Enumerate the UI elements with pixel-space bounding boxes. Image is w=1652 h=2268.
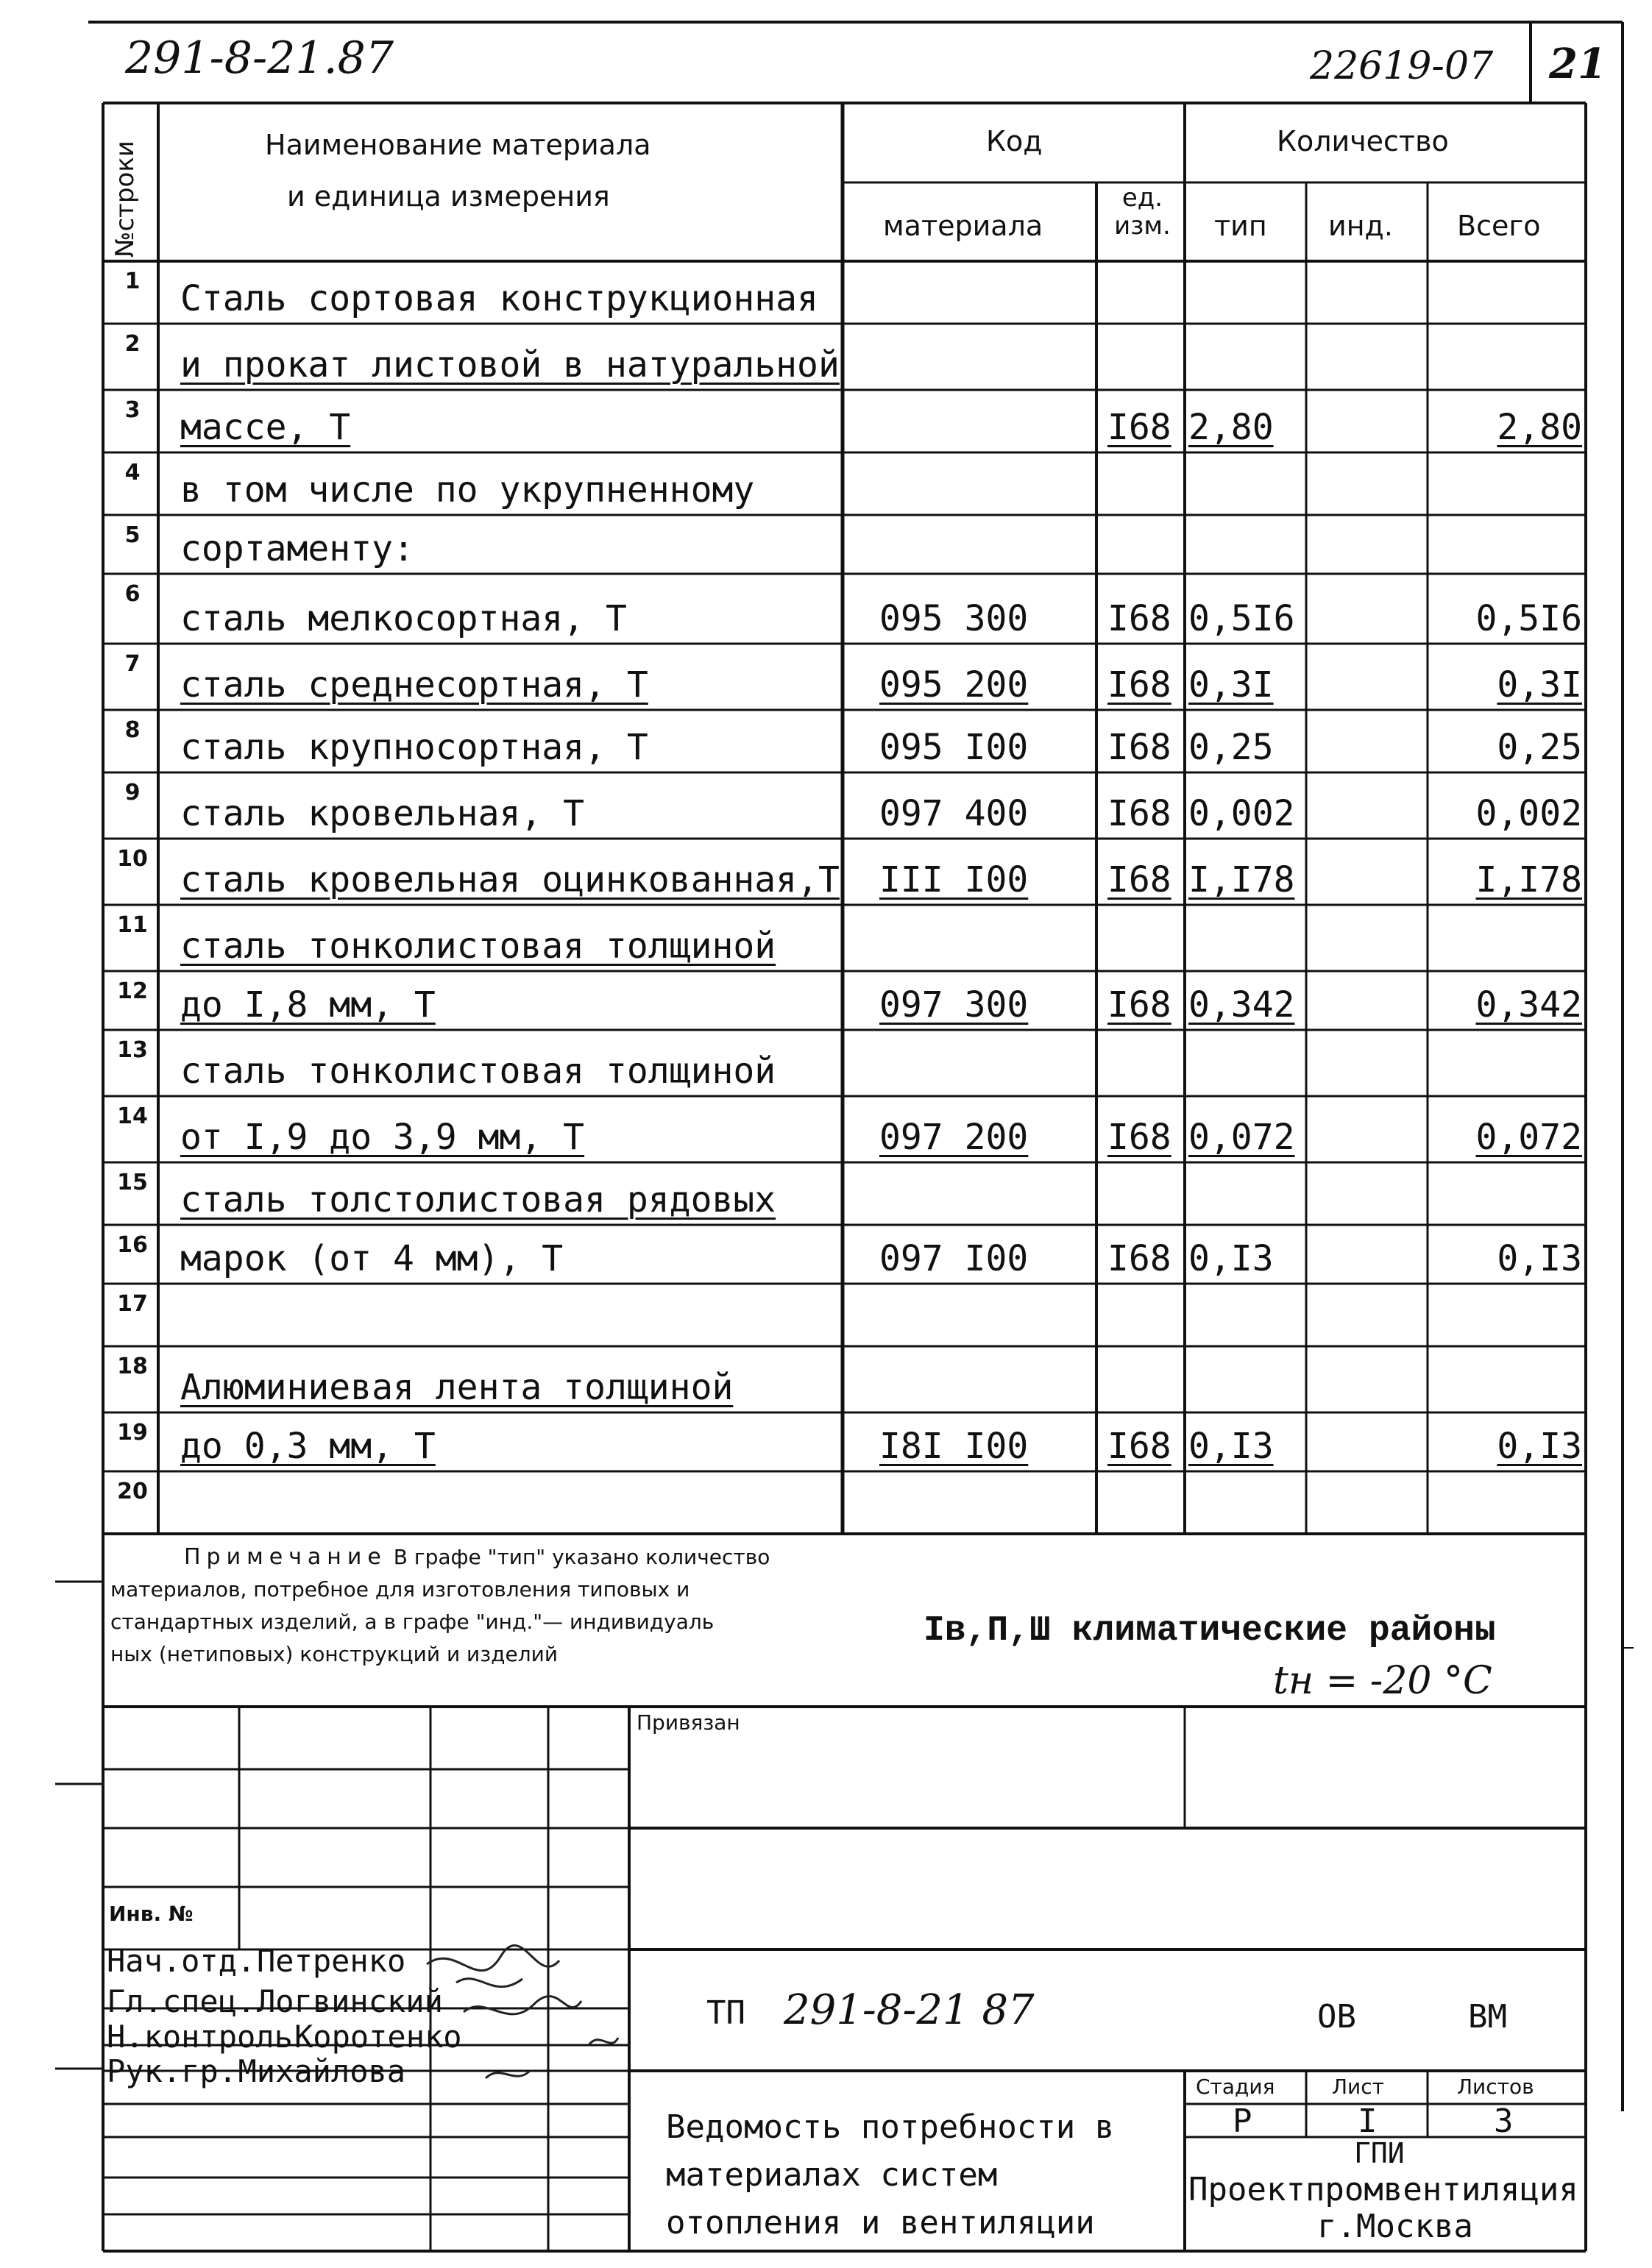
tp-label: ТП [706, 1994, 745, 2032]
signer-name: Михайлова [238, 2053, 406, 2089]
note-block [110, 1541, 920, 1671]
row-number: 14 [117, 1103, 148, 1129]
qty-tip: 0,I3 [1188, 1238, 1274, 1279]
col-code: Код [986, 125, 1043, 157]
qty-tip: 0,5I6 [1188, 598, 1295, 639]
org-line2: Проектпромвентиляция [1188, 2171, 1578, 2208]
unit-code: I68 [1107, 793, 1171, 834]
signer-role: Н.контроль [107, 2019, 293, 2055]
page-number: 21 [1549, 40, 1606, 88]
unit-code: I68 [1107, 727, 1171, 768]
unit-code: I68 [1107, 1426, 1171, 1467]
note-title: Примечание [184, 1544, 387, 1570]
signer-role: Нач.отд. [107, 1943, 256, 1979]
privyazan-label: Привязан [637, 1710, 740, 1735]
signer-role: Гл.спец. [107, 1983, 256, 2019]
qty-total: 0,002 [1475, 793, 1582, 834]
unit-code: I68 [1107, 859, 1171, 900]
note-line3: стандартных изделий, а в графе "инд."— индивидуаль [110, 1610, 715, 1634]
note-line1: В графе "тип" указано количество [393, 1545, 770, 1569]
material-code: 095 200 [879, 664, 1029, 705]
material-code: 097 I00 [879, 1238, 1029, 1279]
unit-code: I68 [1107, 664, 1171, 705]
material-name: Сталь сортовая конструкционная [180, 278, 818, 319]
qty-tip: 0,25 [1188, 727, 1274, 768]
qty-tip: 0,3I [1188, 664, 1274, 705]
material-name: массе, Т [180, 407, 351, 448]
row-number: 7 [124, 651, 141, 677]
note-line2: материалов, потребное для изготовления типовых и [110, 1577, 690, 1602]
qty-tip: 0,072 [1188, 1117, 1295, 1158]
row-number: 20 [117, 1479, 148, 1504]
signature-scribbles [412, 1942, 633, 2089]
note-line4: ных (нетиповых) конструкций и изделий [110, 1642, 559, 1666]
doc-code-right: 22619-07 [1310, 44, 1494, 88]
doc-code-left: 291-8-21.87 [125, 32, 394, 84]
material-name: сталь тонколистовая толщиной [180, 925, 776, 967]
qty-tip: 0,342 [1188, 984, 1295, 1025]
doc-title-line3: отопления и вентиляции [666, 2204, 1095, 2242]
unit-code: I68 [1107, 1238, 1171, 1279]
org-line1: ГПИ [1354, 2137, 1405, 2169]
material-name: и прокат листовой в натуральной [180, 344, 840, 385]
material-name: от I,9 до 3,9 мм, Т [180, 1117, 585, 1158]
signer-name: Логвинский [257, 1983, 443, 2019]
row-number: 15 [117, 1170, 148, 1195]
stage-label: Стадия [1196, 2075, 1275, 2099]
material-code: I8I I00 [879, 1426, 1029, 1467]
design-temperature: tн = -20 °С [1273, 1659, 1492, 1703]
material-name: сталь толстолистовая рядовых [180, 1179, 776, 1220]
material-name: до 0,3 мм, Т [180, 1426, 436, 1467]
inv-no-label: Инв. № [109, 1902, 194, 1926]
row-number: 3 [124, 397, 141, 423]
material-name: до I,8 мм, Т [180, 984, 436, 1025]
climate-regions: Iв,П,Ш климатические районы [924, 1611, 1496, 1651]
col-ind: инд. [1328, 210, 1393, 242]
row-number: 12 [117, 978, 148, 1004]
row-number: 19 [117, 1420, 148, 1446]
qty-total: 0,I3 [1497, 1238, 1582, 1279]
qty-tip: 2,80 [1188, 407, 1274, 448]
row-number: 6 [124, 581, 141, 607]
row-number: 13 [117, 1037, 148, 1063]
qty-tip: 0,002 [1188, 793, 1295, 834]
stage-value: Р [1233, 2102, 1252, 2140]
unit-code: I68 [1107, 1117, 1171, 1158]
row-number: 8 [124, 717, 141, 743]
material-name: марок (от 4 мм), Т [180, 1238, 564, 1279]
material-name: в том числе по укрупненному [180, 469, 755, 511]
tp-code: 291-8-21 87 [784, 1986, 1035, 2034]
doc-title-line1: Ведомость потребности в [666, 2108, 1115, 2146]
col-tip: тип [1214, 210, 1267, 242]
qty-total: 0,I3 [1497, 1426, 1582, 1467]
material-name: Алюминиевая лента толщиной [180, 1367, 734, 1408]
col-name-line2: и единица измерения [287, 180, 610, 213]
row-number: 18 [117, 1354, 148, 1379]
col-code-material: материала [883, 210, 1043, 242]
row-number: 9 [124, 780, 141, 806]
material-code: 097 300 [879, 984, 1029, 1025]
material-code: 095 I00 [879, 727, 1029, 768]
material-code: 095 300 [879, 598, 1029, 639]
qty-total: I,I78 [1475, 859, 1582, 900]
material-name: сталь тонколистовая толщиной [180, 1051, 776, 1092]
unit-code: I68 [1107, 407, 1171, 448]
unit-code: I68 [1107, 984, 1171, 1025]
org-line3: г.Москва [1317, 2208, 1473, 2245]
row-number: 16 [117, 1232, 148, 1258]
material-name: сталь среднесортная, Т [180, 664, 648, 705]
row-number: 10 [117, 846, 148, 872]
sheet-label: Лист [1332, 2075, 1384, 2099]
mark-ov: ОВ [1317, 1998, 1356, 2036]
sheets-value: 3 [1494, 2102, 1514, 2140]
col-quantity: Количество [1277, 125, 1449, 157]
qty-tip: I,I78 [1188, 859, 1295, 900]
material-name: сталь мелкосортная, Т [180, 598, 627, 639]
material-code: 097 400 [879, 793, 1029, 834]
sheets-label: Листов [1457, 2075, 1534, 2099]
material-code: III I00 [879, 859, 1029, 900]
material-name: сталь кровельная оцинкованная,Т [180, 859, 840, 900]
material-name: сортаменту: [180, 528, 414, 569]
sheet-value: I [1358, 2102, 1378, 2140]
material-name: сталь кровельная, Т [180, 793, 585, 834]
col-name-line1: Наименование материала [265, 129, 651, 161]
col-row-no: №строки [110, 141, 140, 257]
col-unit: ед. изм. [1114, 183, 1171, 241]
doc-title-line2: материалах систем [666, 2156, 998, 2194]
row-number: 1 [124, 269, 141, 294]
row-number: 4 [124, 460, 141, 486]
row-number: 2 [124, 331, 141, 357]
material-name: сталь крупносортная, Т [180, 727, 648, 768]
qty-total: 0,072 [1475, 1117, 1582, 1158]
signer-name: Коротенко [294, 2019, 462, 2055]
mark-vm: ВМ [1468, 1998, 1507, 2036]
row-number: 11 [117, 912, 148, 938]
row-number: 5 [124, 522, 141, 548]
qty-tip: 0,I3 [1188, 1426, 1274, 1467]
qty-total: 0,3I [1497, 664, 1582, 705]
qty-total: 2,80 [1497, 407, 1582, 448]
material-code: 097 200 [879, 1117, 1029, 1158]
qty-total: 0,25 [1497, 727, 1582, 768]
qty-total: 0,342 [1475, 984, 1582, 1025]
signer-role: Рук.гр. [107, 2053, 238, 2089]
qty-total: 0,5I6 [1475, 598, 1582, 639]
unit-code: I68 [1107, 598, 1171, 639]
signer-name: Петренко [257, 1943, 406, 1979]
col-total: Всего [1457, 210, 1541, 242]
row-number: 17 [117, 1291, 148, 1317]
